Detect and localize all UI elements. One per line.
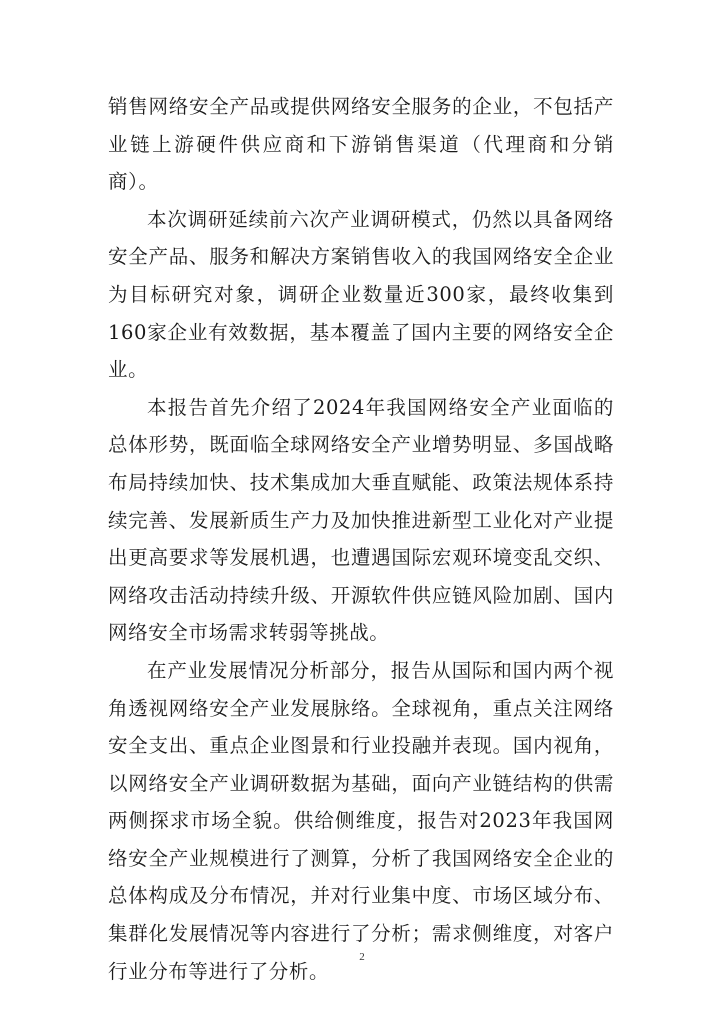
- paragraph-overall-situation: 本报告首先介绍了2024年我国网络安全产业面临的总体形势，既面临全球网络安全产业增势明显、多国战略布局持续加快、技术集成加大垂直赋能、政策法规体系持续完善、发展新质生产力及加快推进新型工业化对产业提出更高要求等发展机遇，也遭遇国际宏观环境变乱交织、网络攻击活动持续升级、开源软件供应链风险加剧、国内网络安全市场需求转弱等挑战。: [108, 395, 614, 645]
- paragraph-survey-method: 本次调研延续前六次产业调研模式，仍然以具备网络安全产品、服务和解决方案销售收入的我国网络安全企业为目标研究对象，调研企业数量近300家，最终收集到160家企业有效数据，基本覆盖了国内主要的网络安全企业。: [108, 207, 614, 382]
- paragraph-continuation: 销售网络安全产品或提供网络安全服务的企业，不包括产业链上游硬件供应商和下游销售渠道（代理商和分销商）。: [108, 95, 614, 194]
- page-number: 2: [359, 951, 365, 963]
- paragraph-development-analysis: 在产业发展情况分析部分，报告从国际和国内两个视角透视网络安全产业发展脉络。全球视角，重点关注网络安全支出、重点企业图景和行业投融并表现。国内视角，以网络安全产业调研数据为基础，面向产业链结构的供需两侧探求市场全貌。供给侧维度，报告对2023年我国网络安全产业规模进行了测算，分析了我国网络安全企业的总体构成及分布情况，并对行业集中度、市场区域分布、集群化发展情况等内容进行了分析；需求侧维度，对客户行业分布等进行了分析。: [108, 658, 614, 983]
- body-text: [108, 88, 614, 990]
